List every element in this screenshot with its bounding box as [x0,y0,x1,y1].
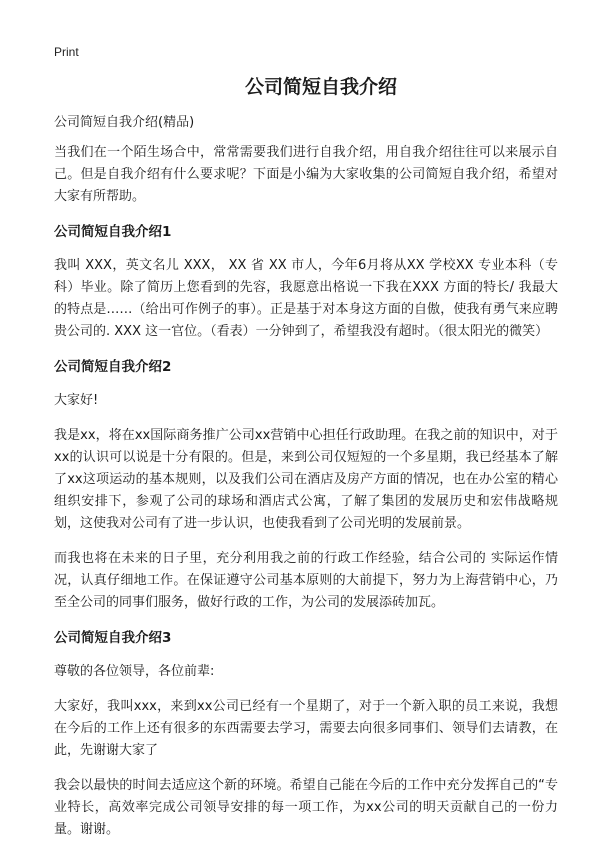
section-2-paragraph-1: 我是xx，将在xx国际商务推广公司xx营销中心担任行政助理。在我之前的知识中，对于xx的认识可以说是十分有限的。但是，来到公司仅短短的一个多星期，我已经基本了解了xx这项运动的基本规则，以及我们公司在酒店及房产方面的情况，也在办公室的精心组织安排下，参观了公司的球场和酒店式公寓，了解了集团的发展历史和宏伟战略规划，这使我对公司有了进一步认识，也使我看到了公司光明的发展前景。 [54,428,558,531]
section-3-paragraph-2: 我会以最快的时间去适应这个新的环境。希望自己能在今后的工作中充分发挥自己的“专业特长，高效率完成公司领导安排的每一项工作，为xx公司的明天贡献自己的一份力量。谢谢。 [54,778,558,837]
print-label: Print [54,45,79,59]
section-heading-3: 公司简短自我介绍3 [54,630,172,646]
document-subtitle: 公司简短自我介绍(精品) [54,115,195,130]
document-title: 公司简短自我介绍 [244,76,397,98]
section-heading-1: 公司简短自我介绍1 [54,224,172,240]
section-1-paragraph-1: 我叫 XXX，英文名儿 XXX， XX 省 XX 市人，今年6月将从XX 学校XX 专业本科（专科）毕业。除了简历上您看到的先容，我愿意出格说一下我在XXX 方面的特长/ 我最大的特点是……（给出可作例子的事）。正是基于对本身这方面的自傲，使我有勇气来应聘贵公司的. XXX 这一官位。（看表）一分钟到了，希望我没有超时。（很太阳光的微笑） [54,258,558,339]
section-2-paragraph-2: 而我也将在未来的日子里，充分利用我之前的行政工作经验，结合公司的 实际运作情况，认真仔细地工作。在保证遵守公司基本原则的大前提下，努力为上海营销中心，乃至全公司的同事们服务，做好行政的工作，为公司的发展添砖加瓦。 [54,551,558,610]
section-3-paragraph-1: 大家好，我叫xxx，来到xx公司已经有一个星期了，对于一个新入职的员工来说，我想在今后的工作上还有很多的东西需要去学习，需要去向很多同事们、领导们去请教，在此，先谢谢大家了 [54,699,558,758]
intro-paragraph: 当我们在一个陌生场合中，常常需要我们进行自我介绍，用自我介绍往往可以来展示自己。但是自我介绍有什么要求呢？下面是小编为大家收集的公司简短自我介绍，希望对大家有所帮助。 [54,145,558,204]
section-3-salutation: 尊敬的各位领导，各位前辈: [54,664,215,679]
section-heading-2: 公司简短自我介绍2 [54,359,172,375]
section-2-greeting: 大家好! [54,393,99,408]
